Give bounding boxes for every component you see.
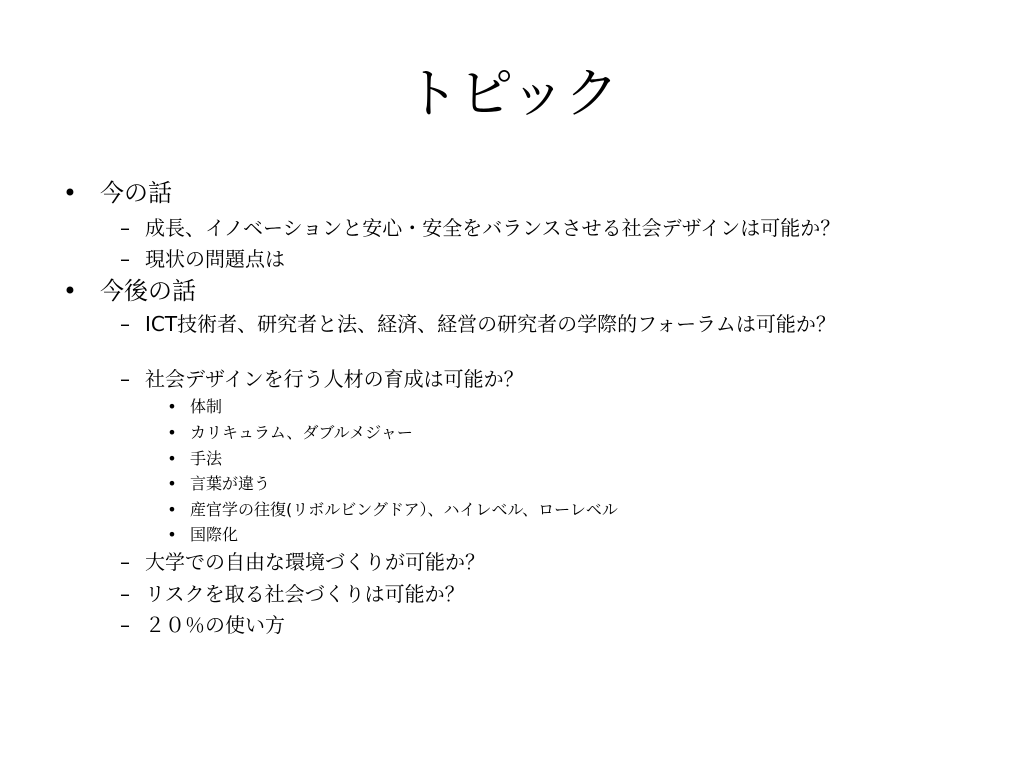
list-item-text: 産官学の往復(リボルビングドア）、ハイレベル、ローレベル — [190, 500, 618, 519]
list-item-text: 成長、イノベーションと安心・安全をバランスさせる社会デザインは可能か？ — [145, 216, 841, 240]
bullet-marker: • — [167, 449, 177, 468]
list-item-text: 現状の問題点は — [145, 247, 285, 271]
bullet-marker: • — [62, 277, 78, 305]
list-item-text: 大学での自由な環境づくりが可能か？ — [145, 550, 485, 574]
list-item-level3 — [167, 447, 223, 471]
list-item-text: 手法 — [190, 449, 223, 468]
list-item-level3 — [167, 498, 618, 522]
dash-marker: – — [120, 582, 130, 606]
dash-marker: – — [120, 367, 130, 391]
dash-marker: – — [120, 613, 130, 637]
dash-marker: – — [120, 550, 130, 574]
list-item-text: 今後の話 — [100, 277, 196, 305]
list-item-level2 — [120, 213, 841, 243]
bullet-marker: • — [167, 474, 177, 493]
bullet-marker: • — [62, 179, 78, 207]
dash-marker: – — [120, 216, 130, 240]
list-item-level3 — [167, 395, 223, 419]
bullet-marker: • — [167, 500, 177, 519]
list-item-level3 — [167, 472, 271, 496]
list-item-text: ICT技術者、研究者と法、経済、経営の研究者の学際的フォーラムは可能か？ — [145, 312, 836, 336]
list-item-text: リスクを取る社会づくりは可能か？ — [145, 582, 465, 606]
list-item-level2 — [120, 579, 465, 609]
list-item-level3 — [167, 421, 413, 445]
list-item-level2 — [120, 610, 285, 640]
list-item-text: 社会デザインを行う人材の育成は可能か？ — [145, 367, 524, 391]
list-item-text: 今の話 — [100, 179, 172, 207]
list-item-text: ２０％の使い方 — [145, 613, 285, 637]
bullet-marker: • — [167, 423, 177, 442]
list-item-level3 — [167, 523, 239, 547]
list-item-level1 — [62, 273, 196, 309]
dash-marker: – — [120, 247, 130, 271]
list-item-text: 体制 — [190, 397, 223, 416]
list-item-level2 — [120, 547, 485, 577]
list-item-level2 — [120, 364, 524, 394]
list-item-text: 言葉が違う — [190, 474, 271, 493]
list-item-level2 — [120, 244, 285, 274]
slide-title: トピック — [405, 62, 619, 125]
bullet-marker: • — [167, 397, 177, 416]
list-item-text: カリキュラム、ダブルメジャー — [190, 423, 413, 442]
bullet-marker: • — [167, 525, 177, 544]
list-item-level1 — [62, 175, 172, 211]
list-item-level2 — [120, 312, 935, 336]
list-item-text: 国際化 — [190, 525, 239, 544]
dash-marker: – — [120, 312, 130, 336]
bullet-list — [0, 175, 1024, 735]
